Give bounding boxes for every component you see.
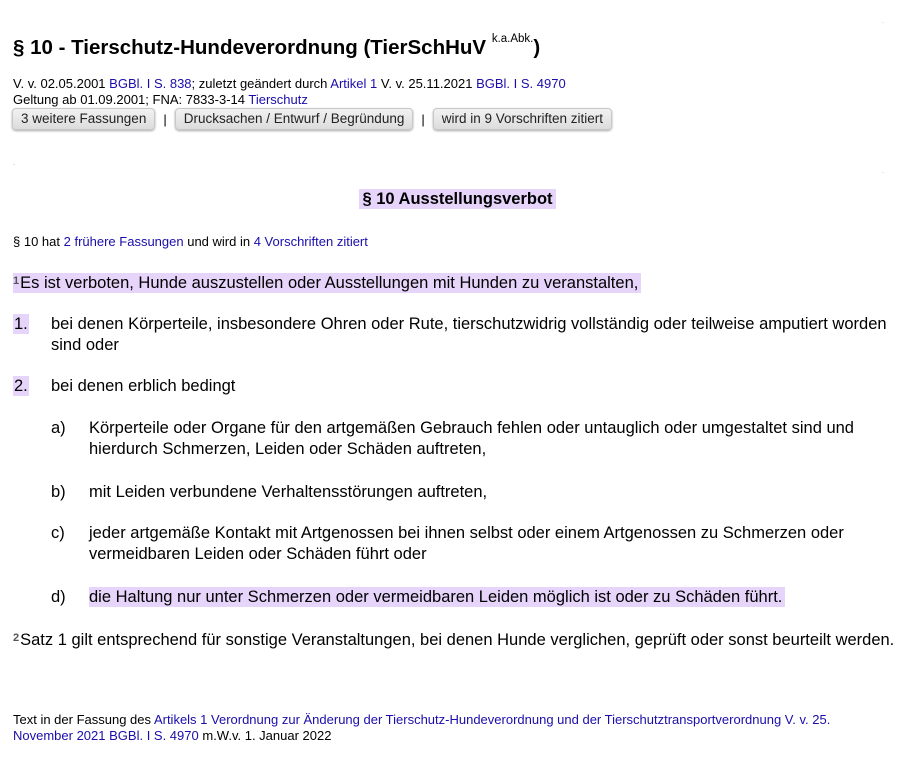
page-title — [13, 33, 541, 60]
toolbar-separator: | — [421, 111, 425, 127]
decorative-dot — [882, 22, 884, 23]
artikel-link[interactable]: Artikel 1 — [330, 76, 378, 91]
validity-fna-text: Geltung ab 01.09.2001; FNA: 7833-3-14 — [13, 92, 245, 107]
decorative-dot — [13, 164, 15, 165]
footer-suffix: m.W.v. 1. Januar 2022 — [202, 728, 332, 743]
metadata-line-2 — [13, 92, 566, 108]
history-prefix: § 10 hat — [13, 234, 60, 249]
versions-button[interactable]: 3 weitere Fassungen — [12, 108, 155, 130]
subitem-letter: d) — [51, 588, 66, 606]
metadata-line-1 — [13, 76, 566, 92]
sentence-1-text: Es ist verboten, Hunde auszustellen oder Ausstellungen mit Hunden zu veranstalten, — [20, 274, 639, 292]
subitem-letter: b) — [51, 483, 66, 501]
bgbl-link-4970[interactable]: BGBl. I S. 4970 — [476, 76, 566, 91]
list-item: bei denen erblich bedingt — [51, 377, 236, 395]
sentence-2-text: Satz 1 gilt entsprechend für sonstige Veranstaltungen, bei denen Hunde verglichen, geprüft oder sonst beurteilt werden. — [20, 631, 895, 649]
section-history — [13, 234, 368, 249]
subitem-letter: c) — [51, 524, 65, 542]
subitem-letter: a) — [51, 419, 66, 437]
subitem-text: Körperteile oder Organe für den artgemäßen Gebrauch fehlen oder untauglich oder umgestaltet sind und hierdurch Schmerzen, Leiden oder Schäden auftreten, — [89, 419, 854, 458]
item-number — [13, 314, 29, 335]
sentence-2-marker: 2 — [13, 632, 20, 644]
section-heading — [0, 190, 915, 209]
item-number — [13, 376, 29, 397]
subitem-text: jeder artgemäße Kontakt mit Artgenossen bei ihnen selbst oder einem Artgenossen zu Schmerzen oder vermeidbaren Leiden oder Schäden führt oder — [89, 524, 844, 563]
sentence-2 — [13, 628, 898, 651]
amendment-date: V. v. 25.11.2021 — [380, 76, 473, 91]
law-metadata — [13, 76, 566, 108]
subitem-d-highlight: die Haltung nur unter Schmerzen oder vermeidbaren Leiden möglich ist oder zu Schäden führt. — [89, 587, 785, 607]
bgbl-link-838[interactable]: BGBl. I S. 838 — [109, 76, 192, 91]
citations-button[interactable]: wird in 9 Vorschriften zitiert — [433, 108, 612, 130]
drucksachen-button[interactable]: Drucksachen / Entwurf / Begründung — [175, 108, 414, 130]
footer-prefix: Text in der Fassung des — [13, 712, 152, 727]
item-2-number: 2. — [14, 377, 28, 395]
title-abbreviation-note: k.a.Abk. — [491, 33, 534, 46]
sentence-1 — [13, 271, 641, 294]
history-mid: und wird in — [187, 234, 251, 249]
decorative-dot — [882, 172, 884, 173]
sentence-1-highlight — [13, 273, 641, 293]
earlier-versions-link[interactable]: 2 frühere Fassungen — [63, 234, 184, 249]
footer-bgbl-link[interactable]: BGBl. I S. 4970 — [109, 728, 199, 743]
version-footer — [13, 712, 893, 744]
toolbar-separator: | — [163, 111, 167, 127]
amended-by-text: ; zuletzt geändert durch — [191, 76, 328, 91]
item-1-number: 1. — [14, 315, 28, 333]
title-close: ) — [533, 36, 541, 59]
title-text: § 10 - Tierschutz-Hundeverordnung (TierSchHuV — [13, 36, 487, 59]
citing-regulations-link[interactable]: 4 Vorschriften zitiert — [253, 234, 368, 249]
subitem-text — [89, 587, 904, 608]
action-toolbar — [12, 108, 612, 130]
section-heading-text: § 10 Ausstellungsverbot — [359, 189, 555, 209]
sentence-1-marker: 1 — [13, 275, 20, 287]
amendment-regulation-link[interactable]: Artikels 1 Verordnung zur Änderung der Tierschutz-Hundeverordnung und der Tierschutztransportverordnung V. v. 25. November 2021 — [13, 712, 831, 743]
enactment-date: V. v. 02.05.2001 — [13, 76, 106, 91]
subitem-text: mit Leiden verbundene Verhaltensstörungen auftreten, — [89, 483, 488, 501]
tierschutz-link[interactable]: Tierschutz — [248, 92, 308, 107]
list-item: bei denen Körperteile, insbesondere Ohren oder Rute, tierschutzwidrig vollständig oder teilweise amputiert worden sind oder — [51, 315, 887, 354]
